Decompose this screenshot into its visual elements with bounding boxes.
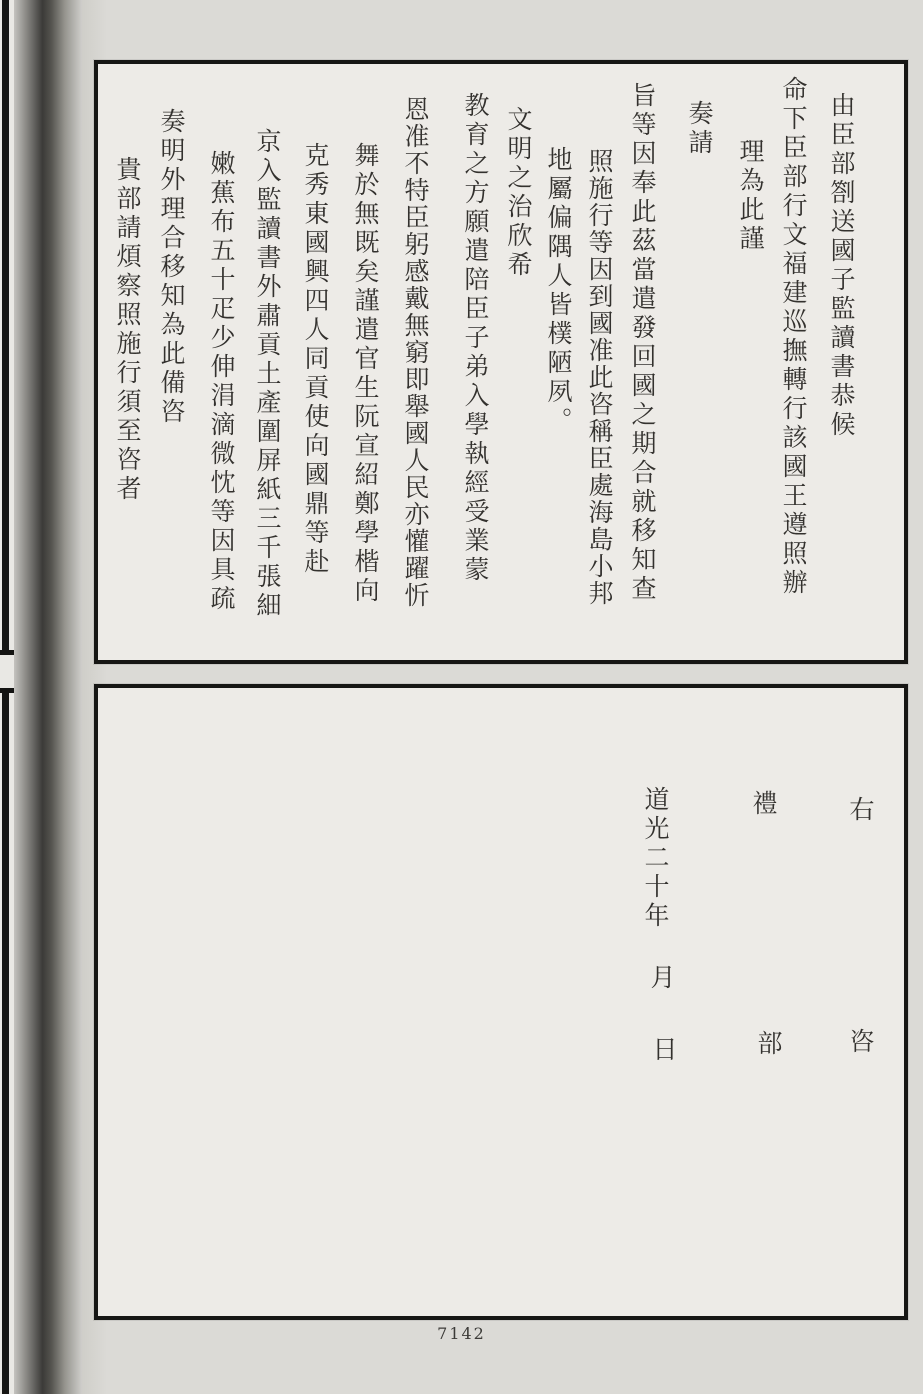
manuscript-column: 奏請 bbox=[685, 100, 714, 158]
manuscript-column: 地屬偏隅人皆樸陋夙。 bbox=[544, 146, 573, 436]
manuscript-column: 京入監讀書外肅貢土產圍屏紙三千張細 bbox=[253, 128, 282, 621]
closing-right-marker: 右 bbox=[846, 796, 875, 825]
neighbor-frame-stub-upper bbox=[0, 650, 14, 655]
neighbor-frame-line-top bbox=[2, 0, 9, 654]
date-day: 日 bbox=[649, 1036, 678, 1065]
neighbor-frame-line-bottom bbox=[2, 690, 9, 1394]
manuscript-column: 嫩蕉布五十疋少伸涓滴微忱等因具疏 bbox=[207, 150, 236, 614]
page-number: 7142 bbox=[437, 1324, 486, 1343]
lower-date-frame bbox=[94, 684, 908, 1320]
neighbor-frame-stub-lower bbox=[0, 688, 14, 693]
manuscript-column: 命下臣部行文福建巡撫轉行該國王遵照辦 bbox=[779, 76, 808, 598]
manuscript-column: 理為此謹 bbox=[736, 138, 765, 254]
closing-right-suffix: 咨 bbox=[846, 1028, 875, 1057]
addressee-char-bottom: 部 bbox=[754, 1030, 783, 1059]
manuscript-column: 由臣部劄送國子監讀書恭候 bbox=[827, 92, 856, 440]
book-gutter-shadow bbox=[14, 0, 82, 1394]
date-month: 月 bbox=[647, 964, 676, 993]
manuscript-column: 教育之方願遣陪臣子弟入學執經受業蒙 bbox=[461, 92, 490, 585]
neighbor-page-edge bbox=[0, 0, 14, 1394]
manuscript-column: 貴部請煩察照施行須至咨者 bbox=[113, 156, 142, 504]
manuscript-column: 照施行等因到國准此咨稱臣處海島小邦 bbox=[585, 148, 614, 607]
addressee-char-top: 禮 bbox=[749, 790, 778, 819]
manuscript-column: 文明之治欣希 bbox=[504, 106, 533, 280]
manuscript-column: 恩准不特臣躬感戴無窮即舉國人民亦懽躍忻 bbox=[401, 96, 430, 609]
manuscript-column: 舞於無既矣謹遣官生阮宣紹鄭學楷向 bbox=[351, 142, 380, 606]
manuscript-column: 奏明外理合移知為此備咨 bbox=[157, 108, 186, 427]
manuscript-column: 旨等因奉此茲當遣發回國之期合就移知查 bbox=[628, 82, 657, 604]
date-era-year: 道光二十年 bbox=[641, 786, 670, 931]
manuscript-column: 克秀東國興四人同貢使向國鼎等赴 bbox=[301, 142, 330, 577]
